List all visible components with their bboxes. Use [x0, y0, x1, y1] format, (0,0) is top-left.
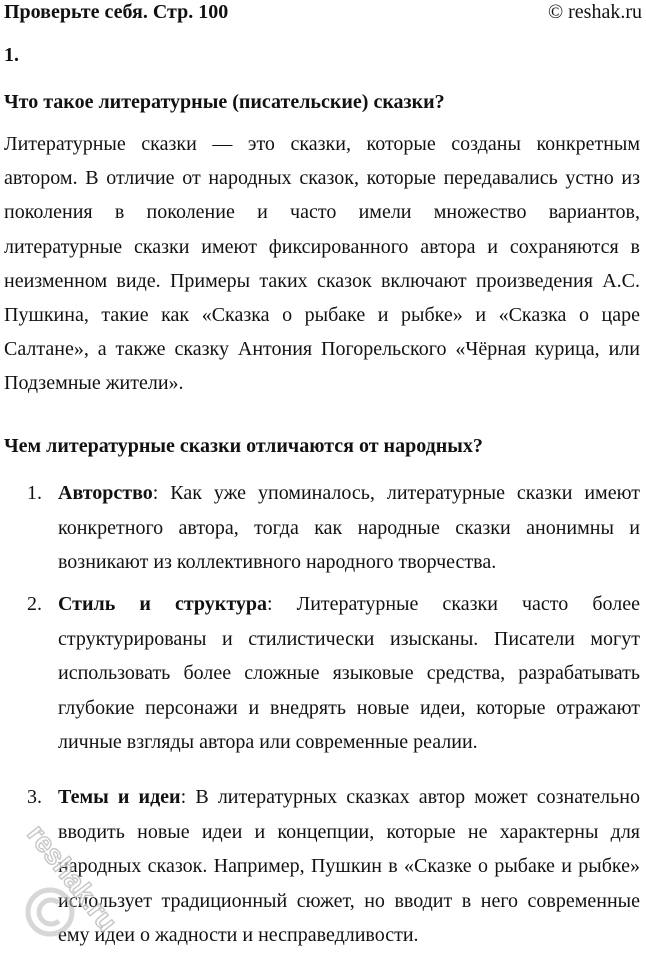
list-item-body [58, 780, 640, 953]
task-number: 1. [4, 44, 19, 66]
list-item-number: 1. [27, 482, 42, 504]
differences-list [0, 476, 646, 953]
list-item-text: : Литературные сказки часто более структурированы и стилистически изысканы. Писатели могут использовать более сложные языковые средства, разрабатывать глубокие персонажи и внедрять новые идеи, которые отражают личные взгляды автора или современные реалии. [58, 593, 640, 754]
list-item-text: : В литературных сказках автор может сознательно вводить новые идеи и концепции, которые не характерны для народных сказок. Например, Пушкин в «Сказке о рыбаке и рыбке» использует традиционный сюжет, но вводит в него современные ему идеи о жадности и несправедливости. [58, 786, 640, 947]
list-item-number: 3. [27, 786, 42, 808]
list-item-term: Стиль и структура [58, 593, 267, 615]
answer-paragraph: Литературные сказки — это сказки, которые созданы конкретным автором. В отличие от народных сказок, которые передавались устно из поколения в поколение и часто имели множество вариантов, литературные сказки имеют фиксированного автора и сохраняются в неизменном виде. Примеры таких сказок включают произведения А.С. Пушкина, такие как «Сказка о рыбаке и рыбке» и «Сказка о царе Салтане», а также сказку Антония Погорельского «Чёрная курица, или Подземные жители». [4, 133, 640, 395]
list-item [0, 780, 646, 953]
list-item-term: Авторство [58, 482, 153, 504]
list-item-text: : Как уже упоминалось, литературные сказки имеют конкретного автора, тогда как народные сказки анонимны и возникают из коллективного народного творчества. [58, 482, 640, 574]
watermark-text: reshak.ru [21, 818, 124, 938]
site-credit: © reshak.ru [547, 1, 642, 23]
list-item-term: Темы и идеи [58, 786, 181, 808]
page-title: Проверьте себя. Стр. 100 [4, 1, 229, 23]
list-item [0, 476, 646, 587]
list-item-body [58, 476, 640, 580]
page-header [4, 0, 642, 26]
list-item-body [58, 587, 640, 760]
question-heading-2: Чем литературные сказки отличаются от народных? [4, 435, 483, 457]
list-item [0, 587, 646, 780]
list-item-number: 2. [27, 593, 42, 615]
question-heading-1: Что такое литературные (писательские) сказки? [4, 91, 445, 113]
